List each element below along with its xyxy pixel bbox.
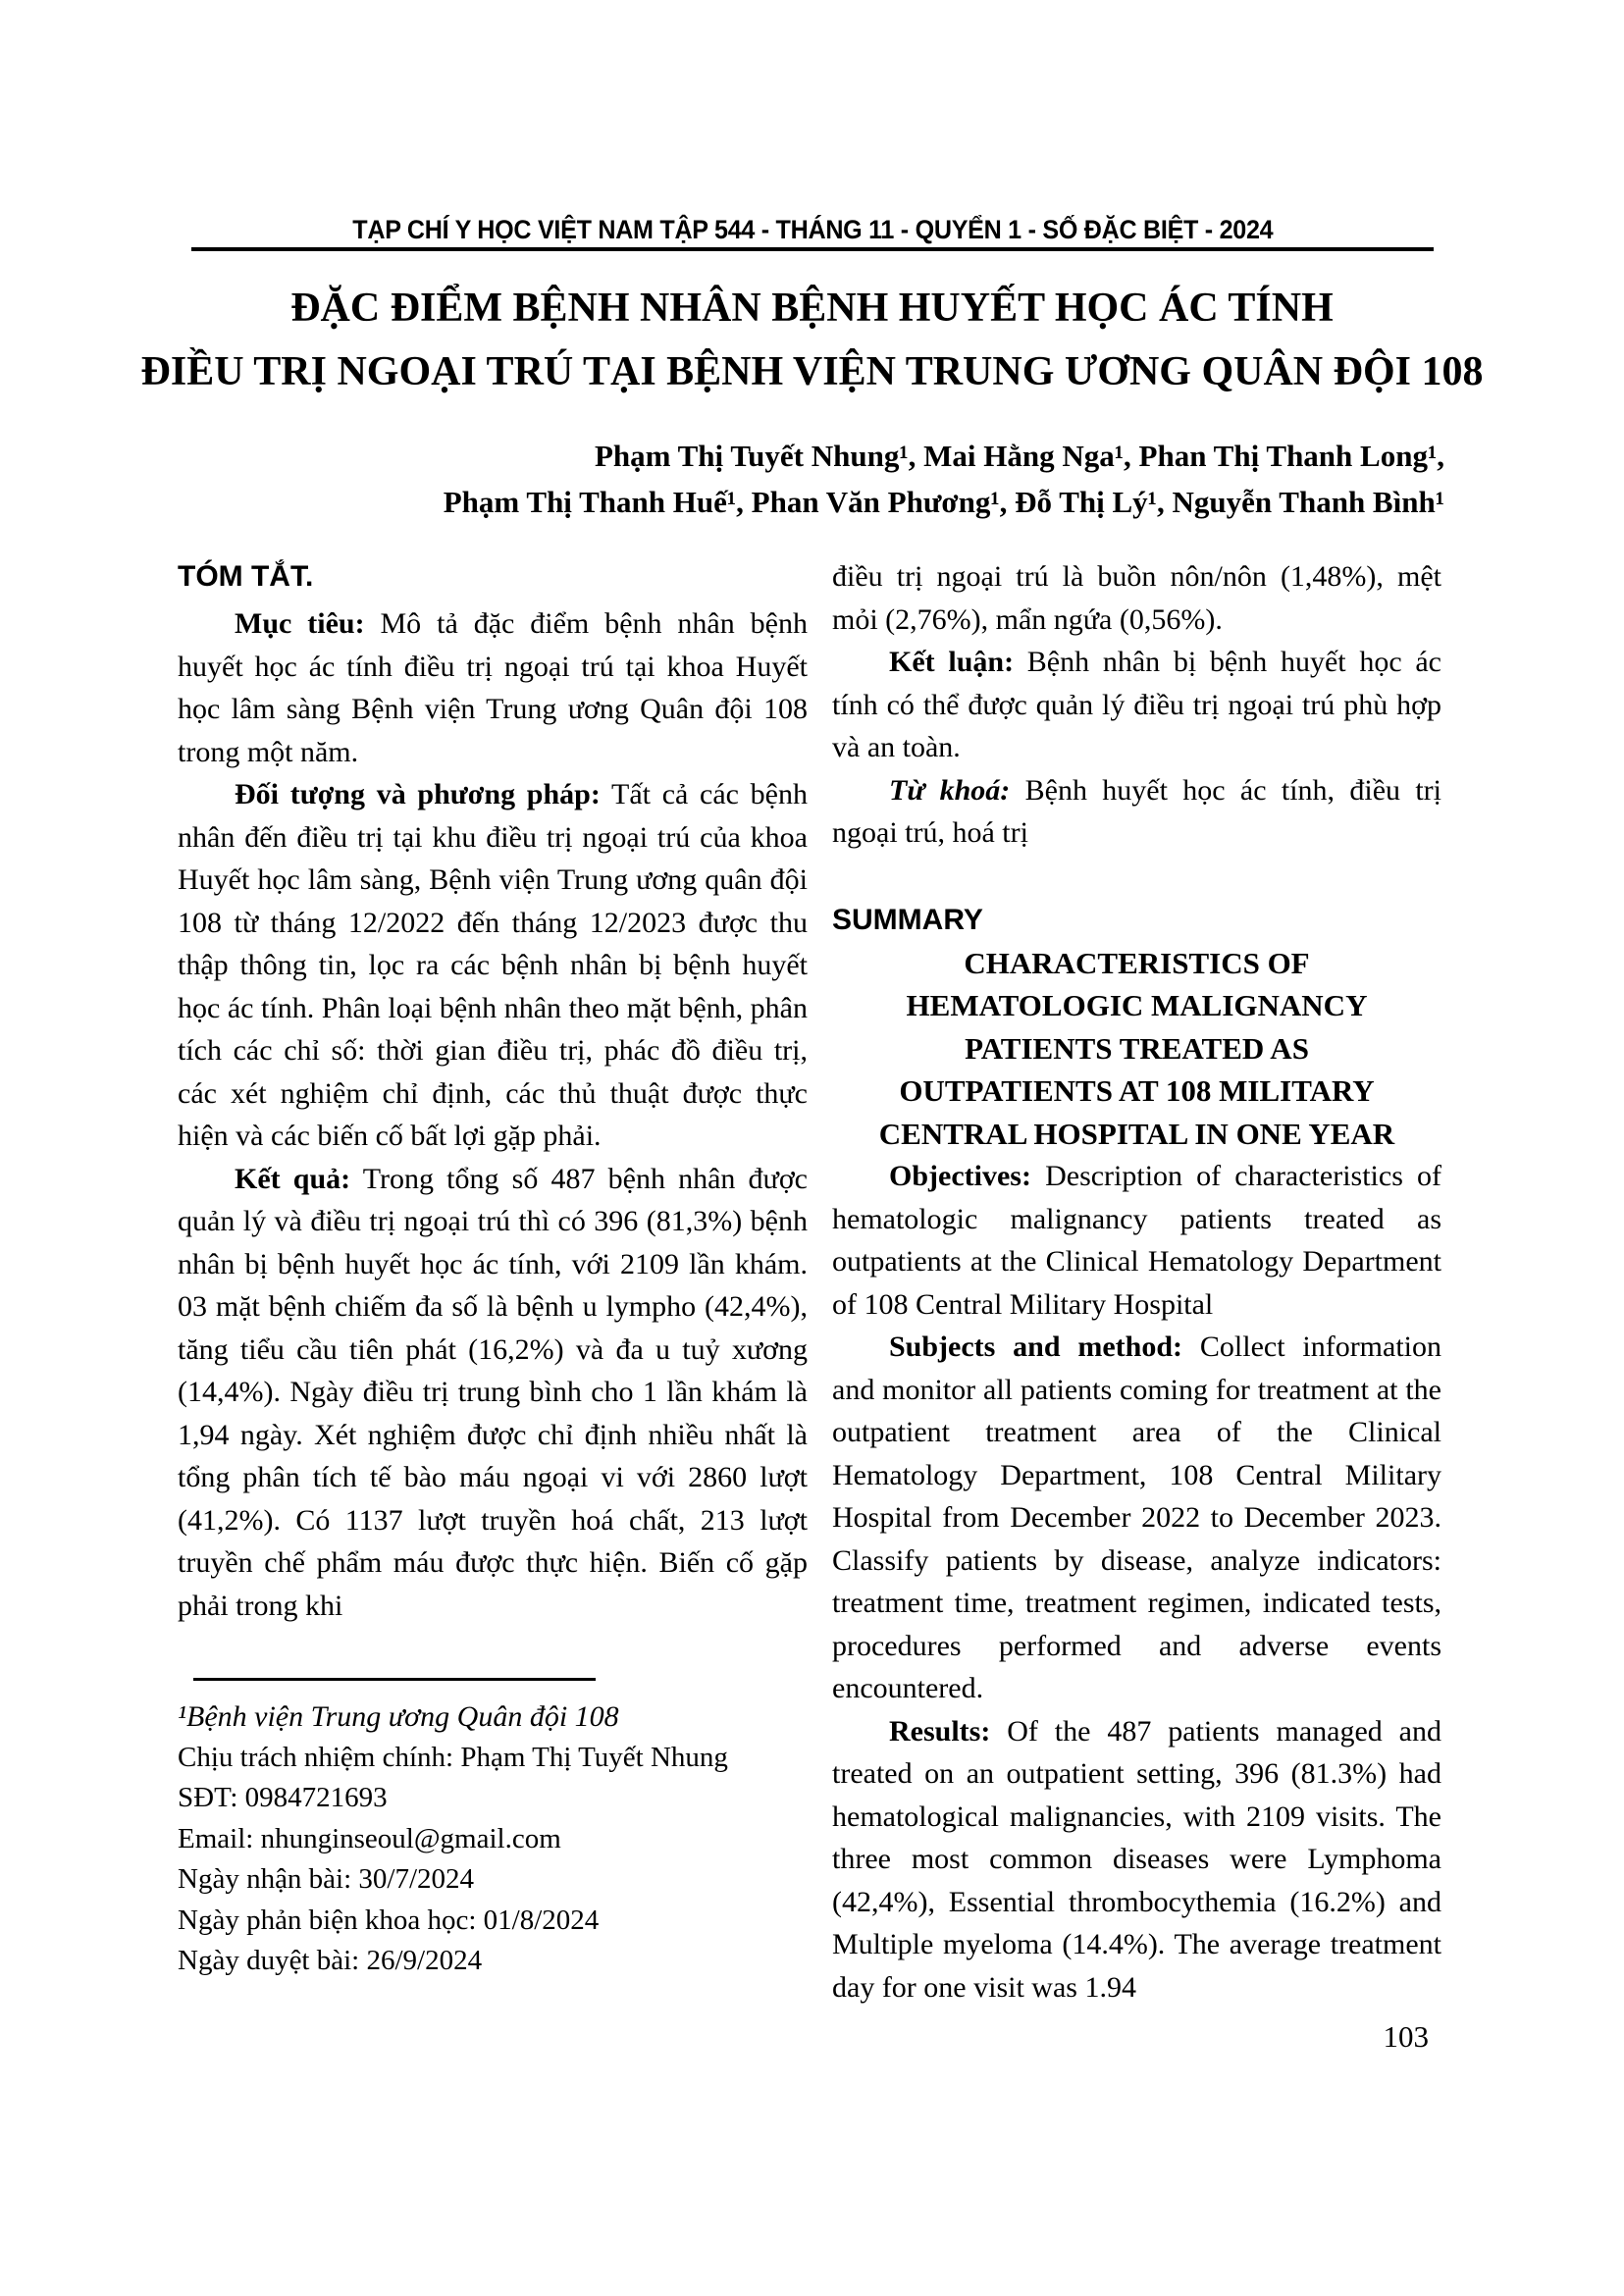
summary-paragraph-methods xyxy=(832,1326,1441,1710)
summary-title-line-3: PATIENTS TREATED AS xyxy=(965,1030,1309,1066)
summary-title-line-1: CHARACTERISTICS OF xyxy=(964,945,1310,980)
article-title xyxy=(88,277,1536,404)
abstract-keywords-label: Từ khoá: xyxy=(889,773,1011,807)
footnote-review-date: Ngày phản biện khoa học: 01/8/2024 xyxy=(178,1904,600,1936)
abstract-continuation-paragraph: điều trị ngoại trú là buồn nôn/nôn (1,48%), mệt mỏi (2,76%), mẩn ngứa (0,56%). xyxy=(832,560,1441,636)
article-title-line1: ĐẶC ĐIỂM BỆNH NHÂN BỆNH HUYẾT HỌC ÁC TÍNH xyxy=(290,286,1334,331)
summary-title-line-4: OUTPATIENTS AT 108 MILITARY xyxy=(899,1073,1375,1108)
abstract-results-label: Kết quả: xyxy=(235,1162,351,1195)
abstract-results-text: Trong tổng số 487 bệnh nhân được quản lý và điều trị ngoại trú thì có 396 (81,3%) bệnh nhân bị bệnh huyết học ác tính, với 2109 lần khám. 03 mặt bệnh chiếm đa số là bệnh u lympho (42,4%), tăng tiểu cầu tiên phát (16,2%) và đa u tuỷ xương (14,4%). Ngày điều trị trung bình cho 1 lần khám là 1,94 ngày. Xét nghiệm được chỉ định nhiều nhất là tổng phân tích tế bào máu ngoại vi với 2860 lượt (41,2%). Có 1137 lượt truyền hoá chất, 213 lượt truyền chế phẩm máu được thực hiện. Biến cố gặp phải trong khi xyxy=(178,1162,808,1622)
abstract-paragraph-results xyxy=(178,1158,808,1628)
abstract-objective-label: Mục tiêu: xyxy=(235,607,365,640)
page-number: 103 xyxy=(1383,2019,1429,2054)
abstract-heading: TÓM TẮT. xyxy=(178,560,314,593)
abstract-paragraph-conclusion xyxy=(832,641,1441,769)
footnote-phone: SĐT: 0984721693 xyxy=(178,1782,388,1813)
abstract-paragraph-objective xyxy=(178,602,808,773)
summary-results-text: Of the 487 patients managed and treated on an outpatient setting, 396 (81.3%) had hematological malignancies, with 2109 visits. The three most common diseases were Lymphoma (42,4%), Essential thrombocythemia (16.2%) and Multiple myeloma (14.4%). The average treatment day for one visit was 1.94 xyxy=(832,1714,1441,2004)
summary-results-label: Results: xyxy=(889,1714,991,1748)
abstract-methods-text: Tất cả các bệnh nhân đến điều trị tại khu điều trị ngoại trú của khoa Huyết học lâm sàng, Bệnh viện Trung ương quân đội 108 từ tháng 12/2022 đến tháng 12/2023 được thu thập thông tin, lọc ra các bệnh nhân bị bệnh huyết học ác tính. Phân loại bệnh nhân theo mặt bệnh, phân tích các chỉ số: thời gian điều trị, phác đồ điều trị, các xét nghiệm chỉ định, các thủ thuật được thực hiện và các biến cố bất lợi gặp phải. xyxy=(178,778,808,1152)
summary-title xyxy=(832,942,1441,1156)
abstract-methods-label: Đối tượng và phương pháp: xyxy=(235,778,601,810)
abstract-objective-text: Mô tả đặc điểm bệnh nhân bệnh huyết học ác tính điều trị ngoại trú tại khoa Huyết học lâm sàng Bệnh viện Trung ương Quân đội 108 trong một năm. xyxy=(178,607,809,768)
summary-paragraph-results xyxy=(832,1710,1441,2009)
summary-methods-text: Collect information and monitor all patients coming for treatment at the outpatient treatment area of the Clinical Hematology Department, 108 Central Military Hospital from December 2022 to December 2023. Classify patients by disease, analyze indicators: treatment time, treatment regimen, indicated tests, procedures performed and adverse events encountered. xyxy=(832,1331,1441,1704)
abstract-keywords-text: Bệnh huyết học ác tính, điều trị ngoại trú, hoá trị xyxy=(832,773,1441,849)
summary-title-line-5: CENTRAL HOSPITAL IN ONE YEAR xyxy=(878,1116,1395,1151)
abstract-paragraph-methods xyxy=(178,773,808,1158)
footnote-received-date: Ngày nhận bài: 30/7/2024 xyxy=(178,1863,475,1895)
footnote-corresponding-author: Chịu trách nhiệm chính: Phạm Thị Tuyết Nhung xyxy=(178,1741,728,1773)
footnote-affiliation: ¹Bệnh viện Trung ương Quân đội 108 xyxy=(178,1700,619,1733)
summary-paragraph-objectives xyxy=(832,1155,1441,1326)
summary-heading: SUMMARY xyxy=(832,903,983,936)
summary-title-line-2: HEMATOLOGIC MALIGNANCY xyxy=(906,988,1368,1022)
authors-line-1: Phạm Thị Tuyết Nhung¹, Mai Hằng Nga¹, Phan Thị Thanh Long¹, xyxy=(594,439,1444,473)
abstract-conclusion-label: Kết luận: xyxy=(889,646,1015,678)
footnote-block xyxy=(178,1678,808,1982)
summary-methods-label: Subjects and method: xyxy=(889,1331,1183,1363)
summary-objectives-label: Objectives: xyxy=(889,1160,1031,1192)
right-column xyxy=(832,555,1441,2009)
authors-line-2: Phạm Thị Thanh Huế¹, Phan Văn Phương¹, Đỗ Thị Lý¹, Nguyễn Thanh Bình¹ xyxy=(443,485,1444,519)
article-title-line2: ĐIỀU TRỊ NGOẠI TRÚ TẠI BỆNH VIỆN TRUNG ƯƠNG QUÂN ĐỘI 108 xyxy=(140,349,1484,394)
authors-block xyxy=(177,433,1444,525)
left-column xyxy=(178,555,808,1627)
summary-objectives-text: Description of characteristics of hematologic malignancy patients treated as outpatients at the Clinical Hematology Department of 108 Central Military Hospital xyxy=(832,1160,1441,1321)
footnote-accepted-date: Ngày duyệt bài: 26/9/2024 xyxy=(178,1945,483,1976)
footnote-divider xyxy=(193,1678,596,1681)
abstract-paragraph-keywords xyxy=(832,769,1441,855)
footnote-email: Email: nhunginseoul@gmail.com xyxy=(178,1822,561,1854)
running-head-text: TẠP CHÍ Y HỌC VIỆT NAM TẬP 544 - THÁNG 11 - QUYỂN 1 - SỐ ĐẶC BIỆT - 2024 xyxy=(351,215,1274,244)
abstract-conclusion-text: Bệnh nhân bị bệnh huyết học ác tính có thể được quản lý điều trị ngoại trú phù hợp và an toàn. xyxy=(832,646,1441,763)
running-head xyxy=(191,215,1434,251)
